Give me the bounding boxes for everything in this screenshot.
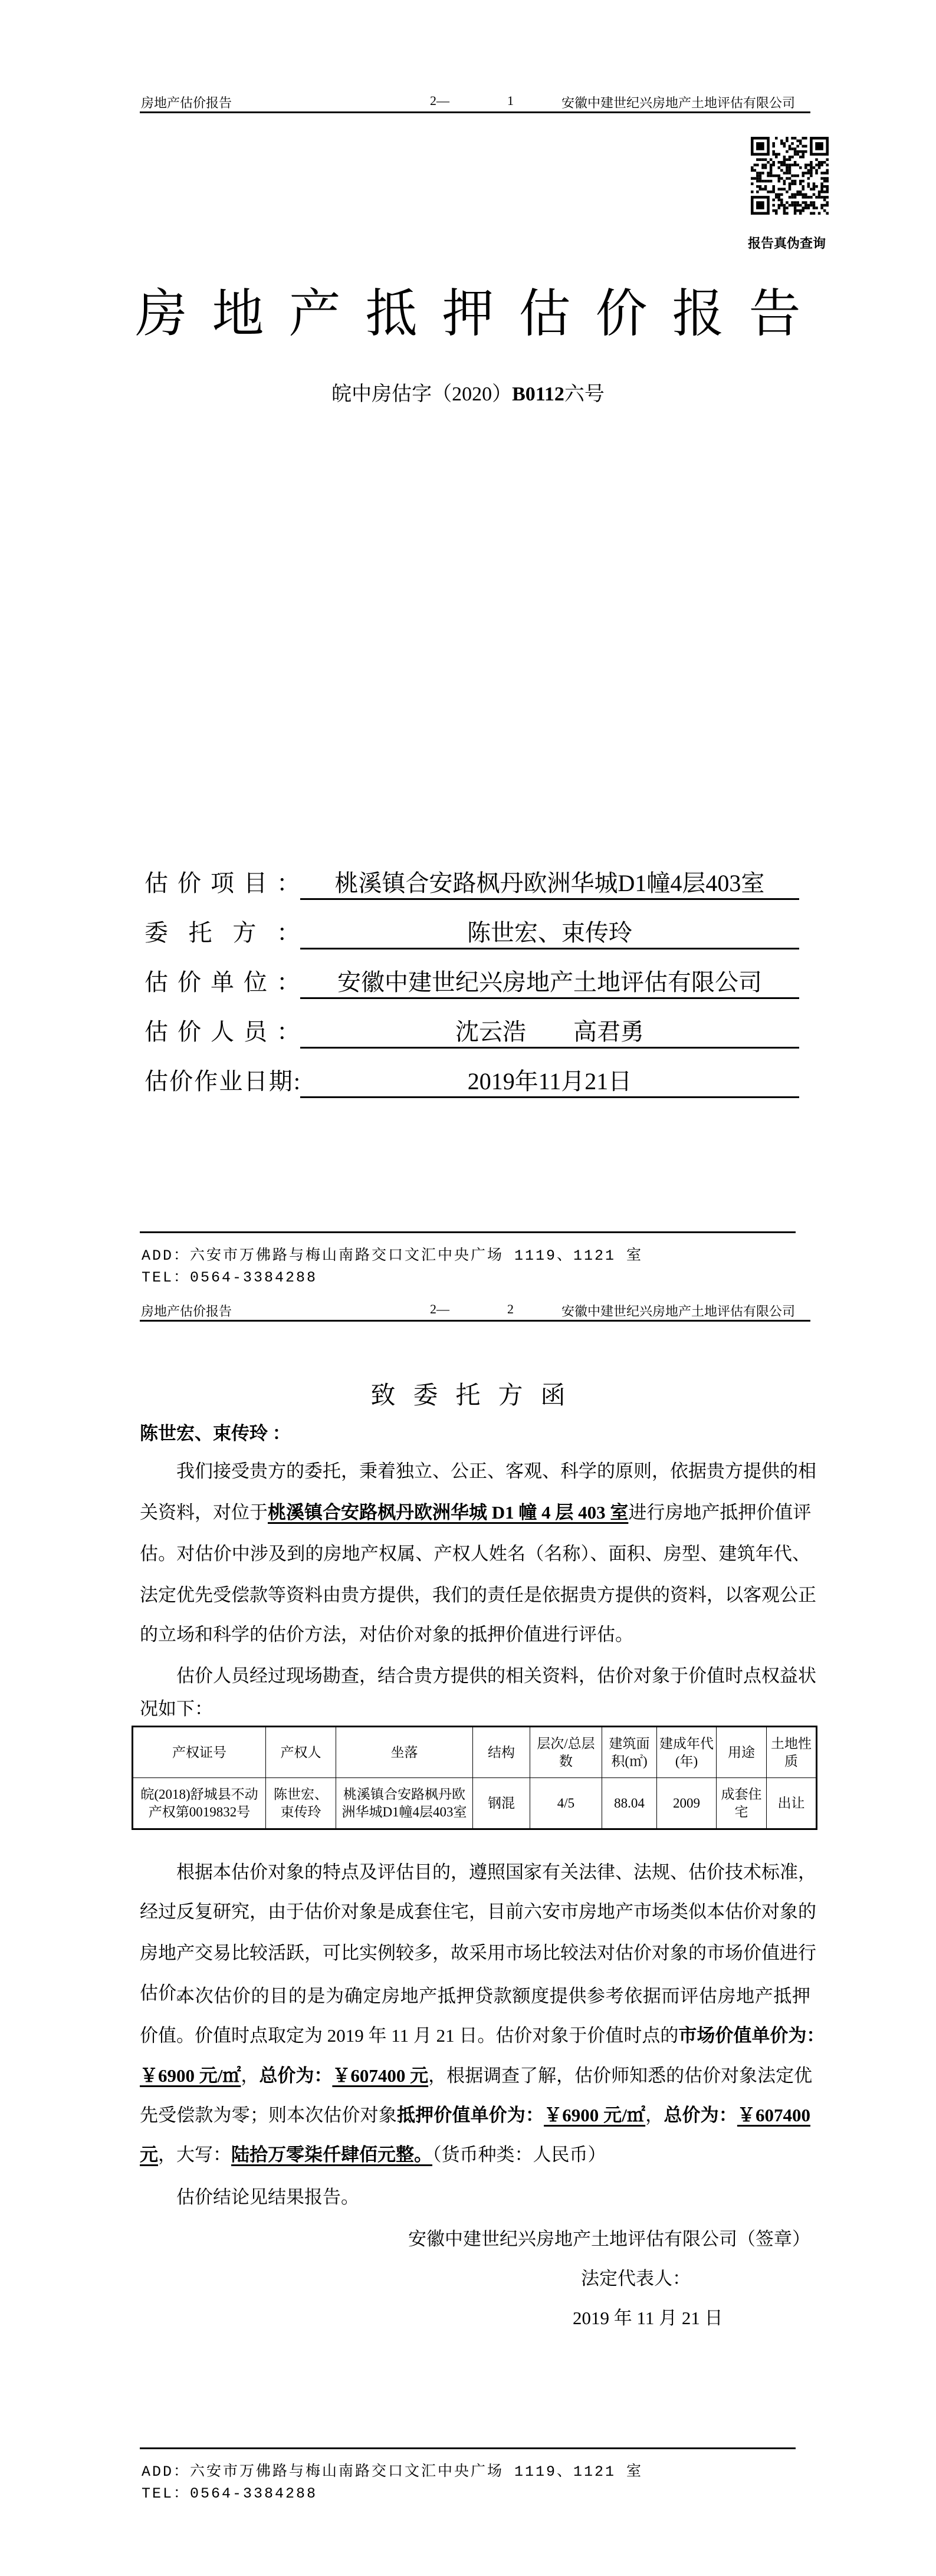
text-segment: 价值。价值时点取定为 2019 年 11 月 21 日。估价对象于价值时点的: [140, 2025, 679, 2046]
text-segment: 总价为：: [664, 2105, 737, 2125]
highlighted-value: ￥607400: [737, 2105, 811, 2125]
field-value: 桃溪镇合安路枫丹欧洲华城D1幢4层403室: [300, 869, 799, 900]
text-segment: 抵押价值单价为：: [396, 2105, 544, 2125]
field-appraiser-company: [144, 968, 799, 997]
header-page-prefix: 2—: [430, 93, 449, 108]
header-company: 安徽中建世纪兴房地产土地评估有限公司: [561, 1304, 796, 1319]
header-report-name: 房地产估价报告: [141, 1304, 232, 1319]
table-row: [133, 1778, 817, 1829]
field-client: [144, 918, 799, 948]
paragraph-line: [176, 1664, 816, 1688]
col-header: 土地性质: [767, 1727, 817, 1778]
text-segment: 先受偿款为零；则本次估价对象: [140, 2105, 397, 2125]
report-title: 房地产抵押估价报告: [135, 286, 826, 343]
text-segment: ，根据调查了解，估价师知悉的估价对象法定优: [428, 2065, 813, 2086]
col-header: 层次/总层数: [530, 1727, 602, 1778]
property-table: [132, 1726, 817, 1830]
text-segment: 估价人员经过现场勘查，结合贵方提供的相关资料，估价对象于价值时点权益状: [176, 1665, 816, 1686]
field-label: 估价单位：: [144, 969, 300, 995]
paragraph-line: [140, 1583, 816, 1607]
report-number-code: B0112: [512, 383, 564, 405]
cell-usage: 成套住宅: [717, 1778, 767, 1829]
col-header: 产权人: [266, 1727, 336, 1778]
field-value: 安徽中建世纪兴房地产土地评估有限公司: [300, 968, 799, 999]
text-segment: 总价为：: [259, 2065, 333, 2086]
signature-date: 2019 年 11 月 21 日: [573, 2308, 723, 2328]
report-number-suffix: 六号: [564, 383, 605, 405]
paragraph-line: [140, 1900, 816, 1924]
letter-heading: 致委托方函: [370, 1382, 583, 1409]
cell-year: 2009: [657, 1778, 717, 1829]
cell-location: 桃溪镇合安路枫丹欧洲华城D1幢4层403室: [336, 1778, 473, 1829]
highlighted-value: 元: [140, 2144, 158, 2165]
text-segment: （货币种类：人民币）: [432, 2144, 606, 2165]
field-label: 估价作业日期:: [144, 1068, 300, 1095]
text-segment: 的立场和科学的估价方法，对估价对象的抵押价值进行评估。: [140, 1624, 633, 1645]
field-appraisers: [144, 1017, 799, 1047]
header-page-number: 2: [507, 1302, 514, 1316]
header-page-prefix: 2—: [430, 1302, 449, 1316]
field-label: 估价人员：: [144, 1018, 300, 1045]
col-header: 用途: [717, 1727, 767, 1778]
paragraph-line: [176, 2186, 810, 2209]
report-number-prefix: 皖中房估字（2020）: [331, 383, 513, 405]
footer-address: ADD：六安市万佛路与梅山南路交口文汇中央广场 1119、1121 室: [142, 2463, 643, 2480]
signature-company: 安徽中建世纪兴房地产土地评估有限公司（签章）: [408, 2229, 810, 2249]
text-segment: 本次估价的目的是为确定房地产抵押贷款额度提供参考依据而评估房地产抵押: [176, 1986, 810, 2006]
paragraph-line: [140, 1697, 810, 1721]
text-segment: 况如下：: [140, 1698, 213, 1719]
field-project: [144, 869, 799, 898]
text-segment: ，: [645, 2105, 664, 2125]
text-segment: ，: [241, 2065, 260, 2086]
paragraph-line: [140, 1623, 810, 1647]
field-value: 沈云浩 高君勇: [300, 1017, 799, 1049]
header-divider: [140, 111, 810, 113]
cell-structure: 钢混: [473, 1778, 530, 1829]
field-label: 委托方：: [144, 919, 300, 946]
field-label: 估价项目：: [144, 870, 300, 896]
table-header-row: [133, 1727, 817, 1778]
paragraph-line: [140, 2024, 825, 2048]
highlighted-value: 陆拾万零柒仟肆佰元整。: [231, 2144, 432, 2165]
col-header: 建成年代(年): [657, 1727, 717, 1778]
text-segment: 房地产交易比较活跃，可比实例较多，故采用市场比较法对估价对象的市场价值进行: [140, 1943, 816, 1963]
paragraph-line: [140, 2064, 813, 2088]
footer-divider: [140, 1231, 796, 1233]
text-segment: 根据本估价对象的特点及评估目的，遵照国家有关法律、法规、估价技术标准，: [176, 1862, 816, 1882]
col-header: 产权证号: [133, 1727, 266, 1778]
letter-salutation: 陈世宏、束传玲 ：: [140, 1423, 291, 1444]
paragraph-line: [176, 1984, 810, 2008]
paragraph-line: [140, 2104, 810, 2127]
highlighted-value: ￥6900 元/㎡: [544, 2105, 646, 2125]
field-value: 2019年11月21日: [300, 1067, 799, 1098]
highlighted-value: 桃溪镇合安路枫丹欧洲华城 D1 幢 4 层 403 室: [268, 1502, 629, 1523]
report-number: [0, 377, 936, 406]
paragraph-line: [176, 1861, 816, 1884]
paragraph-line: [140, 1501, 810, 1524]
footer-phone: TEL：0564-3384288: [142, 1269, 318, 1286]
field-value: 陈世宏、束传玲: [300, 918, 799, 949]
qr-code[interactable]: [751, 137, 829, 215]
signature-representative: 法定代表人：: [581, 2268, 691, 2289]
text-segment: 估价。: [140, 1983, 195, 2003]
highlighted-value: ￥6900 元/㎡: [140, 2065, 241, 2086]
paragraph-line: [176, 1460, 816, 1483]
col-header: 建筑面积(㎡): [602, 1727, 657, 1778]
paragraph-line: [140, 2143, 810, 2167]
text-segment: 估。对估价中涉及到的房地产权属、产权人姓名（名称）、面积、房型、建筑年代、: [140, 1543, 810, 1564]
header-report-name: 房地产估价报告: [141, 96, 232, 110]
text-segment: 我们接受贵方的委托，秉着独立、公正、客观、科学的原则，依据贵方提供的相: [176, 1461, 816, 1481]
cell-area: 88.04: [602, 1778, 657, 1829]
cell-floor: 4/5: [530, 1778, 602, 1829]
text-segment: 法定优先受偿款等资料由贵方提供，我们的责任是依据贵方提供的资料，以客观公正: [140, 1585, 816, 1605]
field-date: [144, 1067, 799, 1096]
text-segment: ，大写：: [158, 2144, 231, 2165]
footer-address: ADD：六安市万佛路与梅山南路交口文汇中央广场 1119、1121 室: [142, 1247, 643, 1264]
cell-land-type: 出让: [767, 1778, 817, 1829]
paragraph-line: [140, 1941, 816, 1965]
paragraph-line: [140, 1542, 810, 1566]
text-segment: 市场价值单价为：: [678, 2025, 825, 2046]
col-header: 坐落: [336, 1727, 473, 1778]
col-header: 结构: [473, 1727, 530, 1778]
cell-owner: 陈世宏、束传玲: [266, 1778, 336, 1829]
header-divider: [140, 1320, 810, 1322]
highlighted-value: ￥607400 元: [332, 2065, 429, 2086]
cell-certificate-no: 皖(2018)舒城县不动产权第0019832号: [133, 1778, 266, 1829]
header-company: 安徽中建世纪兴房地产土地评估有限公司: [561, 96, 796, 110]
text-segment: 估价结论见结果报告。: [176, 2187, 359, 2207]
header-page-number: 1: [507, 93, 514, 108]
footer-phone: TEL：0564-3384288: [142, 2485, 318, 2502]
footer-divider: [140, 2447, 796, 2449]
text-segment: 进行房地产抵押价值评: [628, 1502, 812, 1523]
qr-caption: 报告真伪查询: [748, 236, 826, 251]
text-segment: 经过反复研究，由于估价对象是成套住宅，目前六安市房地产市场类似本估价对象的: [140, 1901, 816, 1922]
text-segment: 关资料，对位于: [140, 1502, 268, 1523]
